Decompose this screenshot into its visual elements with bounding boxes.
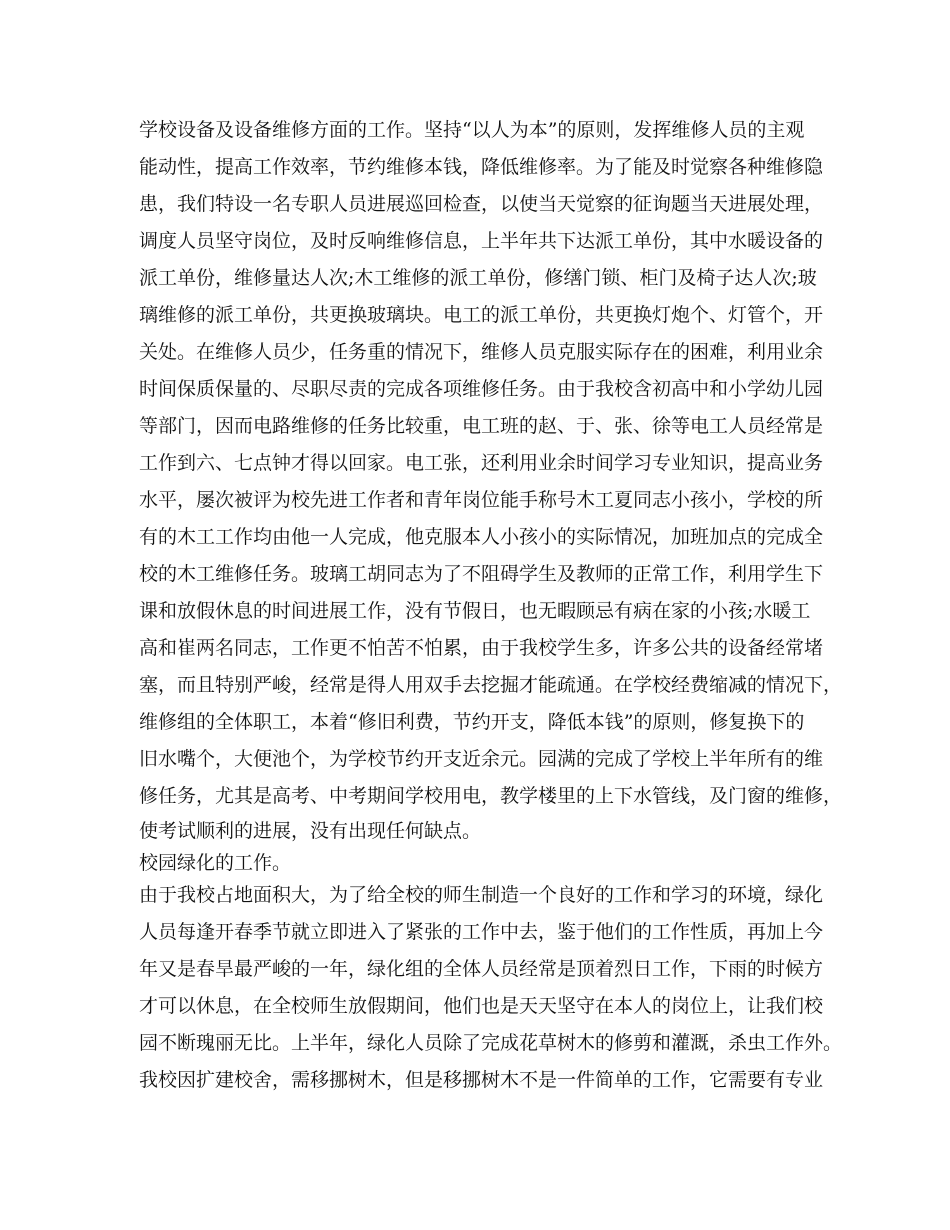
text-line: 派工单份，维修量达人次;木工维修的派工单份，修缮门锁、柜门及椅子达人次;玻	[139, 267, 817, 289]
text-line: 校的木工维修任务。玻璃工胡同志为了不阻碍学生及教师的正常工作，利用学生下	[139, 563, 824, 585]
text-line: 高和崔两名同志，工作更不怕苦不怕累，由于我校学生多，许多公共的设备经常堵	[139, 637, 824, 659]
text-line: 时间保质保量的、尽职尽责的完成各项维修任务。由于我校含初高中和小学幼儿园	[139, 378, 824, 400]
text-line: 年又是春旱最严峻的一年，绿化组的全体人员经常是顶着烈日工作，下雨的时候方	[139, 958, 824, 980]
text-line: 课和放假休息的时间进展工作，没有节假日，也无暇顾忌有病在家的小孩;水暖工	[139, 600, 811, 622]
text-line: 由于我校占地面积大，为了给全校的师生制造一个良好的工作和学习的环境，绿化	[139, 884, 824, 906]
text-line: 患，我们特设一名专职人员进展巡回检查，以使当天觉察的征询题当天进展处理，	[139, 193, 824, 215]
text-line: 人员每逢开春季节就立即进入了紧张的工作中去，鉴于他们的工作性质，再加上今	[139, 921, 824, 943]
text-line: 我校因扩建校舍，需移挪树木，但是移挪树木不是一件简单的工作，它需要有专业	[139, 1069, 824, 1091]
text-line: 学校设备及设备维修方面的工作。坚持“以人为本”的原则，发挥维修人员的主观	[139, 119, 805, 141]
text-line: 等部门，因而电路维修的任务比较重，电工班的赵、于、张、徐等电工人员经常是	[139, 415, 824, 437]
text-line: 使考试顺利的进展，没有出现任何缺点。	[139, 820, 482, 842]
text-line: 工作到六、七点钟才得以回家。电工张，还利用业余时间学习专业知识，提高业务	[139, 452, 824, 474]
text-line: 修任务，尤其是高考、中考期间学校用电，教学楼里的上下水管线，及门窗的维修，	[139, 785, 843, 807]
text-line: 调度人员坚守岗位，及时反响维修信息，上半年共下达派工单份，其中水暖设备的	[139, 230, 824, 252]
text-line: 才可以休息，在全校师生放假期间，他们也是天天坚守在本人的岗位上，让我们校	[139, 995, 824, 1017]
text-line: 水平，屡次被评为校先进工作者和青年岗位能手称号木工夏同志小孩小，学校的所	[139, 489, 824, 511]
text-line: 园不断瑰丽无比。上半年，绿化人员除了完成花草树木的修剪和灌溉，杀虫工作外。	[139, 1032, 843, 1054]
text-line: 能动性，提高工作效率，节约维修本钱，降低维修率。为了能及时觉察各种维修隐	[139, 156, 824, 178]
text-line: 维修组的全体职工，本着“修旧利费，节约开支，降低本钱”的原则，修复换下的	[139, 711, 805, 733]
text-line: 有的木工工作均由他一人完成，他克服本人小孩小的实际情况，加班加点的完成全	[139, 526, 824, 548]
text-line: 璃维修的派工单份，共更换玻璃块。电工的派工单份，共更换灯炮个、灯管个，开	[139, 304, 824, 326]
text-line: 塞，而且特别严峻，经常是得人用双手去挖掘才能疏通。在学校经费缩减的情况下，	[139, 674, 843, 696]
text-line: 关处。在维修人员少，任务重的情况下，维修人员克服实际存在的困难，利用业余	[139, 341, 824, 363]
section-heading: 校园绿化的工作。	[139, 852, 292, 874]
text-line: 旧水嘴个，大便池个，为学校节约开支近余元。园满的完成了学校上半年所有的维	[139, 748, 824, 770]
